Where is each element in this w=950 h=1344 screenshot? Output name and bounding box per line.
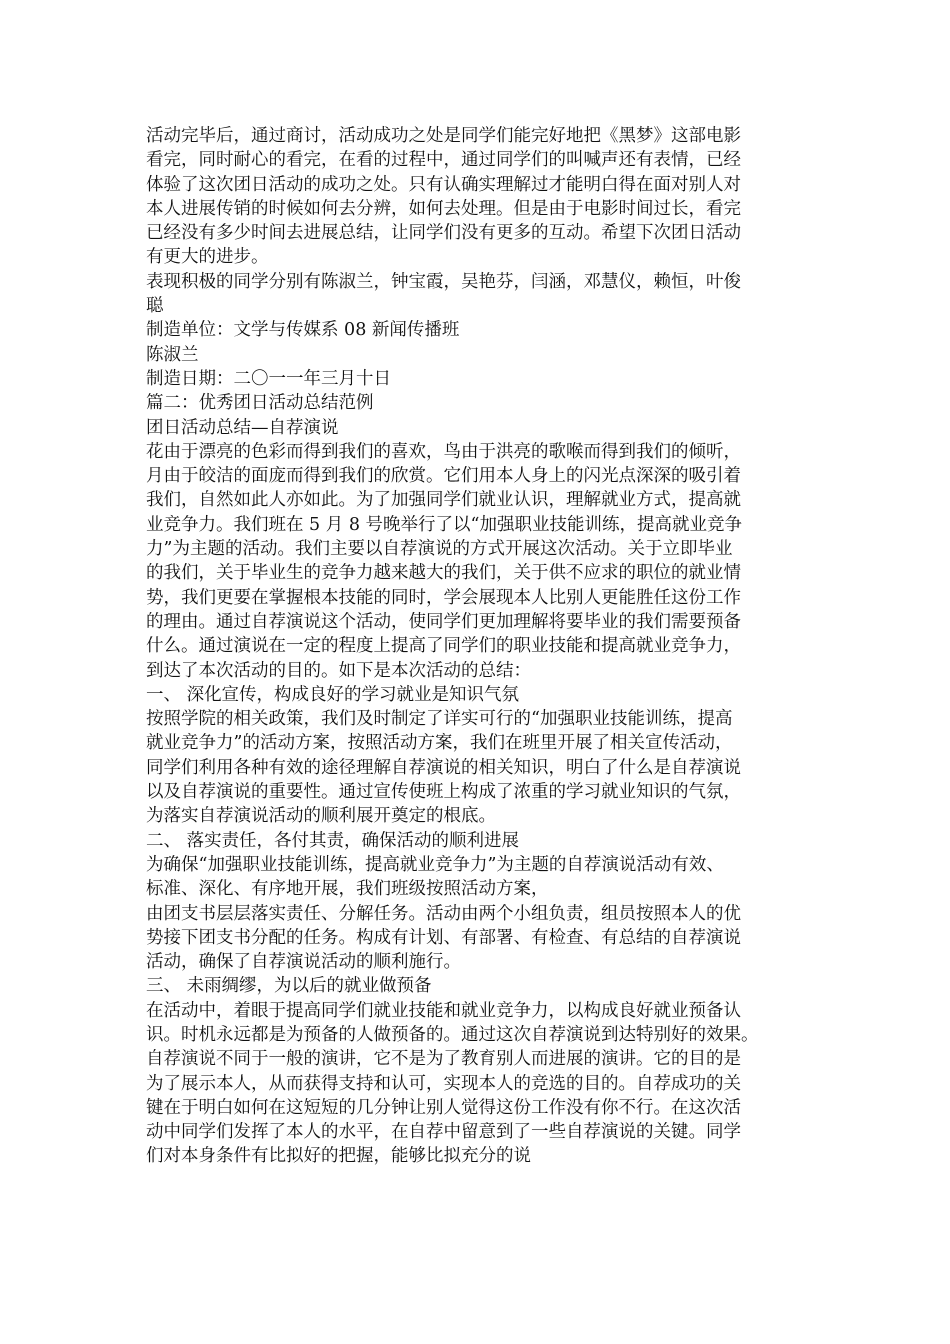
text-line: 活动完毕后，通过商讨，活动成功之处是同学们能完好地把《黑梦》这部电影 bbox=[146, 126, 741, 146]
text-line: 二、 落实责任，各付其责，确保活动的顺利进展 bbox=[146, 830, 520, 851]
text-line: 一、 深化宣传，构成良好的学习就业是知识气氛 bbox=[146, 684, 520, 705]
text-line: 为确保“加强职业技能训练，提高就业竞争力”为主题的自荐演说活动有效、 bbox=[146, 854, 724, 875]
text-line: 篇二：优秀团日活动总结范例 bbox=[146, 393, 374, 414]
text-line: 制造单位：文学与传媒系 08 新闻传播班 bbox=[146, 320, 460, 341]
text-line: 已经没有多少时间去进展总结，让同学们没有更多的互动。希望下次团日活动 bbox=[146, 223, 741, 244]
text-line: 在活动中，着眼于提高同学们就业技能和就业竞争力，以构成良好就业预备认 bbox=[146, 1000, 741, 1021]
text-line: 力”为主题的活动。我们主要以自荐演说的方式开展这次活动。关于立即毕业 bbox=[146, 539, 733, 560]
text-line: 识。时机永远都是为预备的人做预备的。通过这次自荐演说到达特别好的效果。 bbox=[146, 1024, 759, 1045]
text-line: 什么。通过演说在一定的程度上提高了同学们的职业技能和提高就业竞争力， bbox=[146, 636, 741, 657]
text-line: 自荐演说不同于一般的演讲，它不是为了教育别人而进展的演讲。它的目的是 bbox=[146, 1049, 741, 1070]
text-line: 势接下团支书分配的任务。构成有计划、有部署、有检查、有总结的自荐演说 bbox=[146, 927, 741, 948]
text-line: 团日活动总结—自荐演说 bbox=[146, 417, 339, 438]
text-line: 本人进展传销的时候如何去分辨，如何去处理。但是由于电影时间过长，看完 bbox=[146, 198, 741, 219]
text-line: 三、 未雨绸缪，为以后的就业做预备 bbox=[146, 976, 432, 997]
text-line: 为落实自荐演说活动的顺利展开奠定的根底。 bbox=[146, 806, 496, 827]
text-line: 有更大的进步。 bbox=[146, 247, 269, 268]
text-line: 聪 bbox=[146, 296, 164, 317]
text-line: 我们，自然如此人亦如此。为了加强同学们就业认识，理解就业方式，提高就 bbox=[146, 490, 741, 511]
text-line: 的理由。通过自荐演说这个活动，使同学们更加理解将要毕业的我们需要预备 bbox=[146, 611, 741, 632]
text-line: 陈淑兰 bbox=[146, 344, 199, 365]
text-line: 表现积极的同学分别有陈淑兰，钟宝霞，吴艳芬，闫涵，邓慧仪，赖恒，叶俊 bbox=[146, 271, 741, 292]
text-line: 体验了这次团日活动的成功之处。只有认确实理解过才能明白得在面对别人对 bbox=[146, 174, 741, 195]
text-line: 到达了本次活动的目的。如下是本次活动的总结： bbox=[146, 660, 531, 681]
text-line: 看完，同时耐心的看完，在看的过程中，通过同学们的叫喊声还有表情，已经 bbox=[146, 150, 741, 171]
text-line: 键在于明白如何在这短短的几分钟让别人觉得这份工作没有你不行。在这次活 bbox=[146, 1097, 741, 1118]
text-line: 的我们，关于毕业生的竞争力越来越大的我们，关于供不应求的职位的就业情 bbox=[146, 563, 741, 584]
text-line: 们对本身条件有比拟好的把握，能够比拟充分的说 bbox=[146, 1146, 531, 1167]
text-line: 花由于漂亮的色彩而得到我们的喜欢，鸟由于洪亮的歌喉而得到我们的倾听， bbox=[146, 441, 741, 462]
text-line: 由团支书层层落实责任、分解任务。活动由两个小组负责，组员按照本人的优 bbox=[146, 903, 741, 924]
text-line: 按照学院的相关政策，我们及时制定了详实可行的“加强职业技能训练，提高 bbox=[146, 709, 733, 730]
text-line: 就业竞争力”的活动方案，按照活动方案，我们在班里开展了相关宣传活动， bbox=[146, 733, 733, 754]
text-line: 月由于皎洁的面庞而得到我们的欣赏。它们用本人身上的闪光点深深的吸引着 bbox=[146, 466, 741, 487]
text-line: 标准、深化、有序地开展，我们班级按照活动方案， bbox=[146, 879, 549, 900]
text-line: 势，我们更要在掌握根本技能的同时，学会展现本人比别人更能胜任这份工作 bbox=[146, 587, 741, 608]
text-line: 业竞争力。我们班在 5 月 8 号晚举行了以“加强职业技能训练，提高就业竞争 bbox=[146, 514, 742, 535]
text-line: 以及自荐演说的重要性。通过宣传使班上构成了浓重的学习就业知识的气氛， bbox=[146, 782, 741, 803]
text-line: 同学们利用各种有效的途径理解自荐演说的相关知识，明白了什么是自荐演说 bbox=[146, 757, 741, 778]
text-line: 活动，确保了自荐演说活动的顺利施行。 bbox=[146, 952, 461, 973]
document-page bbox=[146, 124, 826, 1169]
text-line: 动中同学们发挥了本人的水平，在自荐中留意到了一些自荐演说的关键。同学 bbox=[146, 1122, 741, 1143]
text-line: 制造日期：二〇一一年三月十日 bbox=[146, 368, 391, 389]
text-line: 为了展示本人，从而获得支持和认可，实现本人的竞选的目的。自荐成功的关 bbox=[146, 1073, 741, 1094]
